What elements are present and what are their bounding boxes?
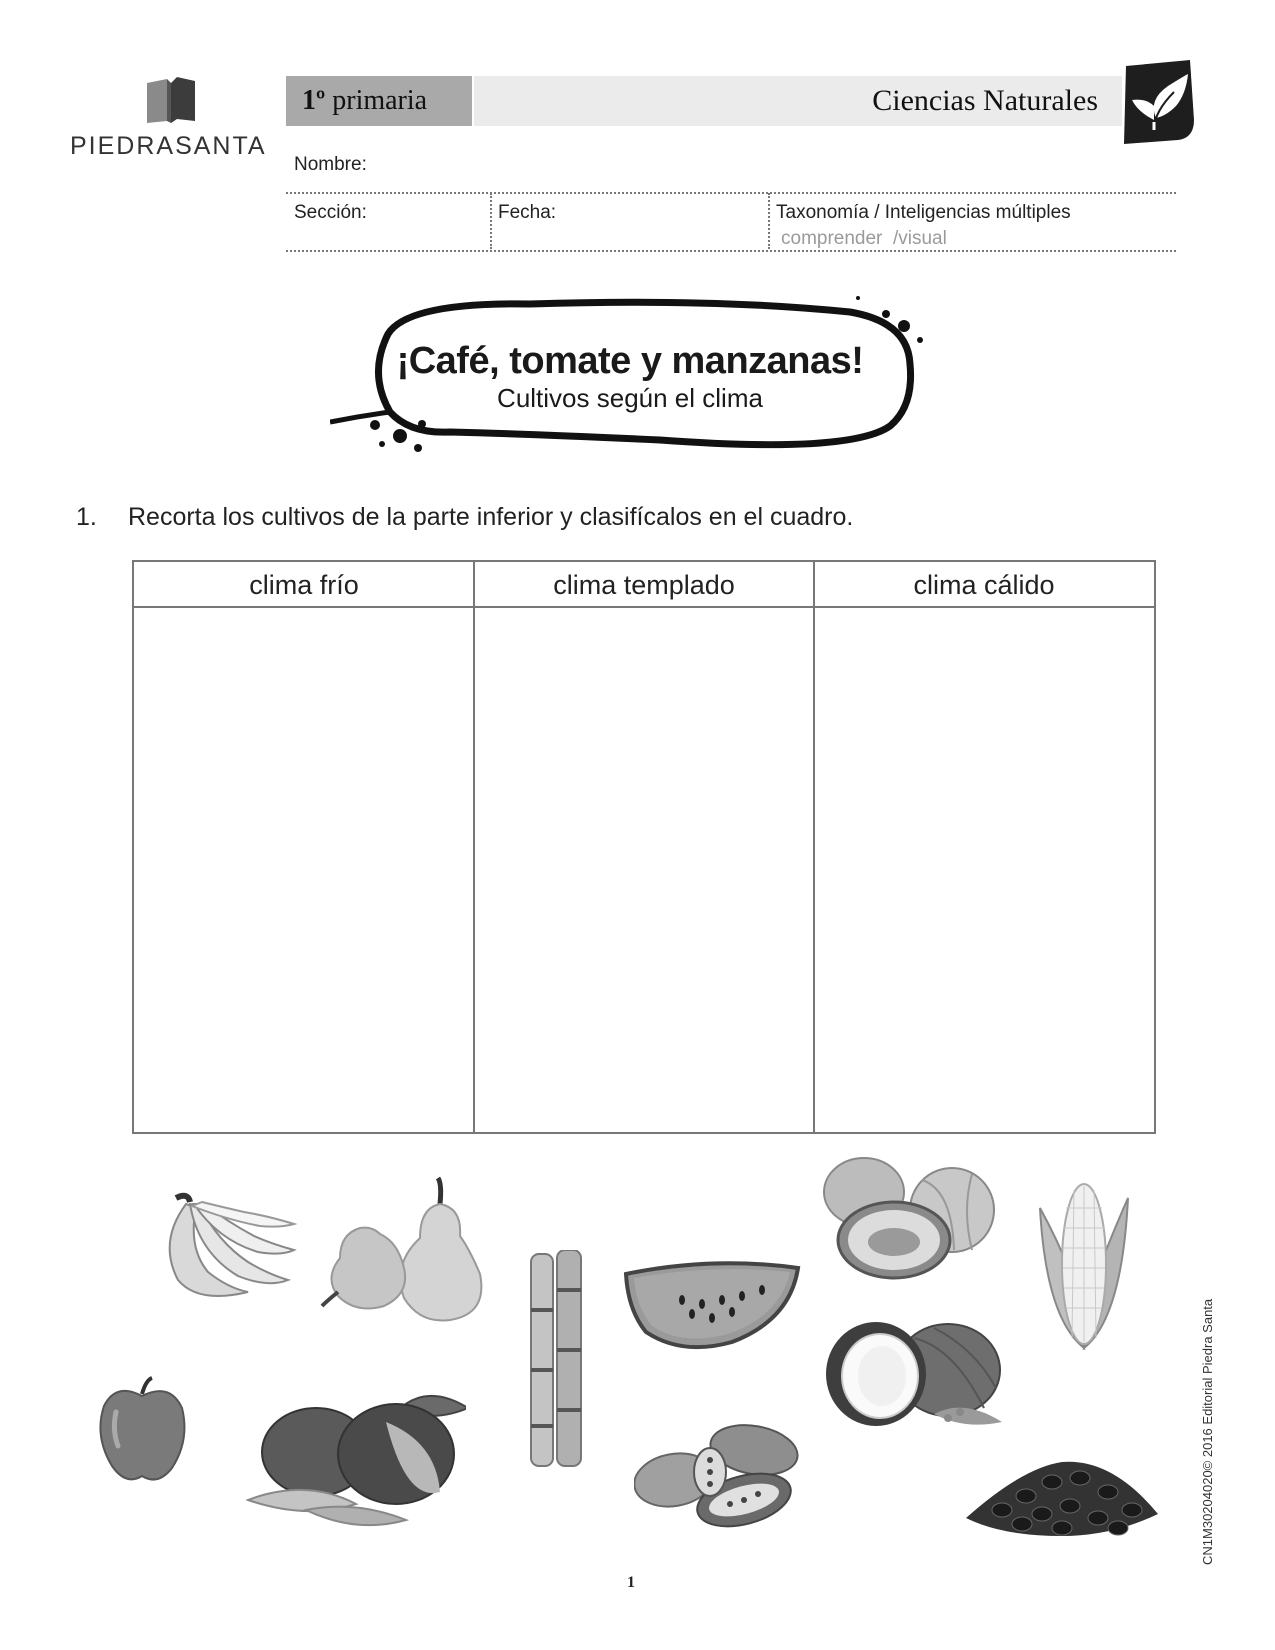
watermelon-icon[interactable]	[622, 1260, 802, 1350]
divider	[286, 192, 1176, 194]
grade-label	[286, 76, 472, 126]
worksheet-title: ¡Café, tomate y manzanas!	[396, 340, 864, 382]
page-number: 1	[627, 1574, 635, 1591]
banana-icon[interactable]	[148, 1192, 298, 1307]
column-header-cold: clima frío	[134, 562, 474, 608]
coconut-icon[interactable]	[824, 1318, 1004, 1433]
classification-table	[132, 560, 1156, 1134]
mango-icon[interactable]	[246, 1382, 466, 1532]
pear-icon[interactable]	[320, 1174, 490, 1324]
divider	[286, 250, 1176, 252]
column-header-temperate: clima templado	[474, 562, 814, 608]
worksheet-subtitle: Cultivos según el clima	[497, 383, 763, 413]
instruction-number: 1.	[76, 503, 97, 531]
column-divider	[813, 562, 815, 1132]
section-label: Sección:	[294, 202, 367, 223]
taxonomy-label: Taxonomía / Inteligencias múltiples	[776, 202, 1071, 223]
cacao-icon[interactable]	[634, 1420, 809, 1530]
date-label: Fecha:	[498, 202, 557, 223]
leaf-icon	[1118, 60, 1196, 144]
divider	[490, 193, 492, 249]
name-label: Nombre:	[294, 154, 367, 175]
grade-level: primaria	[332, 85, 428, 116]
publisher-name: PIEDRASANTA	[70, 132, 267, 160]
melon-icon[interactable]	[822, 1150, 997, 1280]
column-header-warm: clima cálido	[814, 562, 1154, 608]
coffee-beans-icon[interactable]	[962, 1448, 1162, 1538]
taxonomy-value: comprender /visual	[781, 228, 947, 249]
apple-icon[interactable]	[96, 1376, 191, 1486]
instruction-text: Recorta los cultivos de la parte inferior y clasifícalos en el cuadro.	[128, 503, 854, 531]
corn-icon[interactable]	[1036, 1178, 1132, 1358]
column-divider	[473, 562, 475, 1132]
sugarcane-icon[interactable]	[525, 1250, 595, 1470]
grade-number: 1º	[302, 85, 326, 116]
subject-title: Ciencias Naturales	[474, 76, 1122, 126]
copyright-notice: CN1M30204020© 2016 Editorial Piedra Santa	[1200, 1298, 1215, 1565]
divider	[768, 193, 770, 249]
publisher-logo-icon	[143, 77, 199, 125]
